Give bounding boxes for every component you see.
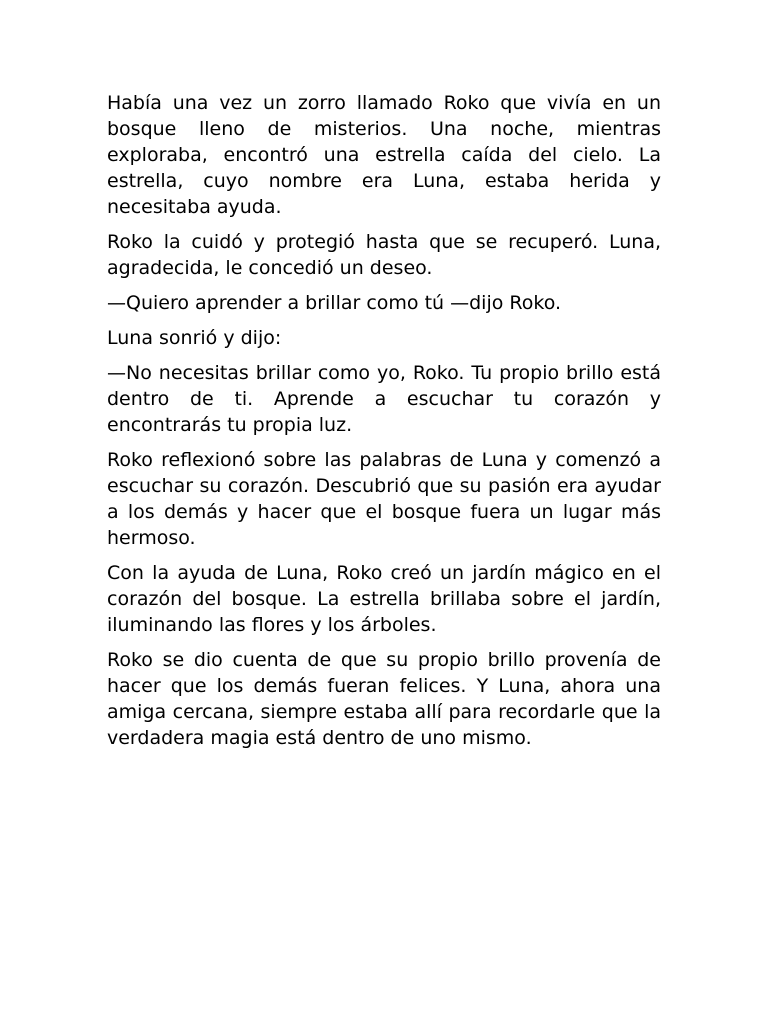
paragraph: Roko se dio cuenta de que su propio brillo provenía de hacer que los demás fueran felices. Y Luna, ahora una amiga cercana, siempre estaba allí para recordarle que la verdadera magia está dentro de uno mismo.: [107, 649, 661, 749]
paragraph: —Quiero aprender a brillar como tú —dijo Roko.: [107, 292, 562, 314]
paragraph: Con la ayuda de Luna, Roko creó un jardín mágico en el corazón del bosque. La estrella brillaba sobre el jardín, iluminando las flores y los árboles.: [107, 562, 661, 636]
paragraph: —No necesitas brillar como yo, Roko. Tu propio brillo está dentro de ti. Aprende a escuchar tu corazón y encontrarás tu propia luz.: [107, 362, 661, 436]
paragraph: Había una vez un zorro llamado Roko que vivía en un bosque lleno de misterios. Una noche, mientras exploraba, encontró una estrella caída del cielo. La estrella, cuyo nombre era Luna, estaba herida y necesitaba ayuda.: [107, 92, 661, 218]
paragraph: Roko la cuidó y protegió hasta que se recuperó. Luna, agradecida, le concedió un deseo.: [107, 231, 661, 279]
paragraph: Luna sonrió y dijo:: [107, 327, 282, 349]
paragraph: Roko reflexionó sobre las palabras de Luna y comenzó a escuchar su corazón. Descubrió que su pasión era ayudar a los demás y hacer que el bosque fuera un lugar más hermoso.: [107, 449, 661, 549]
story-text: [107, 90, 661, 751]
